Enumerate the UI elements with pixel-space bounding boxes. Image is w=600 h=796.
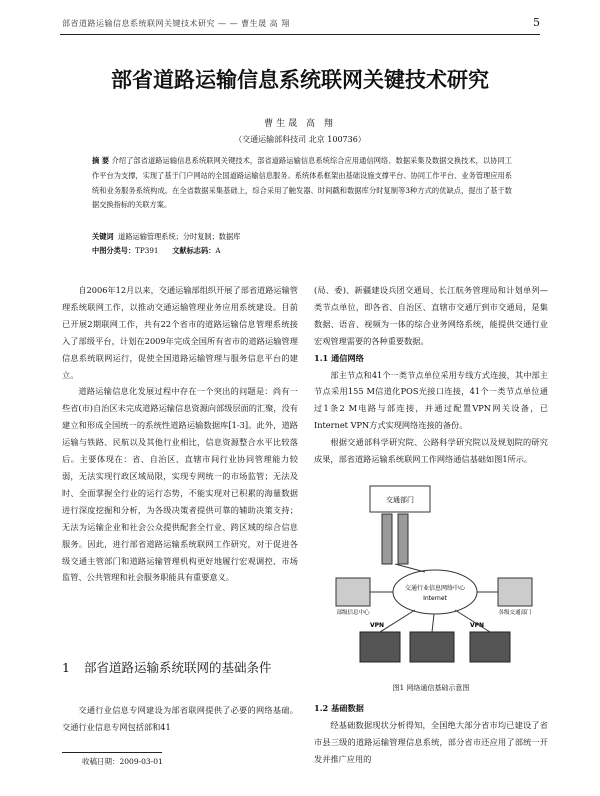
abstract-text: 介绍了部省道路运输信息系统联网关键技术，部省道路运输信息系统综合应用通信网络、数据采集及数据交换技术，以协同工作平台为支撑，实现了基于门户网站的全国道路运输信息服务。系统体系框架由基础设施支撑平台、协同工作平台、业务管理应用系统和业务服务系统构成。在全省数据采集基础上，综合采用了触发器、时间戳和数据库分时复制等3种方式的优缺点，提出了基于数据交换指标的关联方案。	[92, 156, 512, 210]
page-number: 5	[533, 16, 540, 29]
right-column	[314, 282, 548, 468]
diagram-node-left: 部级信息中心	[336, 610, 370, 616]
left-column	[62, 282, 298, 586]
diagram-node-right: 各级交通部门	[498, 610, 532, 616]
paper-title: 部省道路运输信息系统联网关键技术研究	[111, 67, 489, 92]
left-column-tail	[62, 702, 298, 736]
link-line	[380, 610, 415, 632]
keywords: 道路运输管理系统；分时复制；数据库	[118, 232, 241, 241]
vpn-label: VPN	[470, 622, 485, 629]
diagram-node-top: 交通部门	[386, 496, 414, 504]
paragraph: 交通行业信息专网建设为部省联网提供了必要的网络基础。交通行业信息专网包括部和41	[62, 705, 298, 732]
abstract	[92, 154, 512, 213]
network-diagram	[330, 482, 540, 672]
paragraph: 经基础数据现状分析得知，全国绝大部分省市均已建设了省市县三级的道路运输管理信息系统，部分省市还应用了部统一开发并推广应用的	[314, 719, 548, 764]
section-title: 部省道路运输系统联网的基础条件	[84, 660, 272, 675]
footnote-rule	[62, 752, 162, 753]
clc-label: 中图分类号：	[92, 246, 136, 255]
router-icon	[410, 632, 454, 662]
paragraph: 部主节点和41个一类节点单位采用专线方式连接，其中部主节点采用155 M信道化POS光接口连接，41个一类节点单位通过1条2 M电路与部连接，并通过配置VPN网关设备，已Internet VPN方式实现网络连接的备份。	[314, 369, 548, 431]
right-column-tail	[314, 700, 548, 768]
router-icon	[470, 632, 510, 662]
figure-caption: 图1 网络通信基础示意图	[392, 684, 470, 692]
paragraph: 自2006年12月以来，交通运输部组织开展了部省道路运输管理系统联网工作，以推动交通运输管理业务应用系统建设。目前已开展2期联网工作，共有22个省市的道路运输信息管理系统接入了部级平台，计划在2009年完成全国所有省市的道路运输管理信息系统联网运行，促使全国道路运输管理与服务信息平台的建立。	[62, 285, 298, 380]
header-rule	[60, 34, 540, 35]
link-line	[395, 564, 425, 572]
cloud-icon	[393, 570, 477, 614]
keywords-block	[92, 230, 512, 258]
abstract-label: 摘 要	[92, 156, 110, 165]
diagram-node-left-box	[336, 578, 370, 606]
keywords-label: 关键词	[92, 232, 114, 241]
footnote: 收稿日期：2009-03-01	[82, 757, 163, 766]
doc-code-label: 文献标志码：	[172, 246, 216, 255]
section-number: 1	[62, 660, 70, 675]
diagram-internet-label: Internet	[423, 595, 447, 602]
clc-code: TP391	[135, 246, 159, 255]
vpn-label: VPN	[370, 622, 385, 629]
server-icon	[398, 514, 408, 564]
server-icon	[382, 514, 392, 564]
doc-code: A	[215, 246, 221, 255]
paragraph: (局、委)、新疆建设兵团交通局、长江航务管理局和计划单列—类节点单位，即各省、自治区、直辖市交通厅到市交通局，是集数据、语音、视频为一体的综合业务网络系统，能提供交通行业宏观管理需要的各种重要数据。	[314, 285, 548, 346]
subsection-heading: 1.1 通信网络	[314, 352, 364, 363]
link-line	[432, 614, 434, 632]
section-heading-1	[62, 658, 298, 678]
diagram-node-center: 交通行业信息网络中心	[404, 585, 466, 592]
authors: 曹生晟 高 翔	[264, 119, 336, 129]
paragraph: 道路运输信息化发展过程中存在一个突出的问题是：尚有一些省(市)自治区未完成道路运输信息资源向部级层面的汇聚，没有建立和形成全国统一的系统性道路运输数据库[1-3]。此外，道路运输与铁路、民航以及其他行业相比，信息资源整合水平比较落后。主要体现在：省、自治区、直辖市间行业协同管理能力较弱，无法实现行政区域局限，实现专网统一的市场监管；无法及时、全面掌握全行业的运行态势，不能实现对已积累的海量数据进行深度挖掘和分析，为各级决策者提供可靠的辅助决策支持；无法为运输企业和社会公众提供配套全行业、跨区域的综合信息服务。因此，进行部省道路运输系统联网工作研究，对于促进各级交通主管部门和道路运输管理机构更好地履行宏观调控、市场监管、公共管理和社会服务职能具有重要意义。	[62, 386, 298, 583]
paragraph: 根据交通部科学研究院、公路科学研究院以及规划院的研究成果，部省道路运输系统联网工作网络通信基础如图1所示。	[314, 437, 548, 465]
router-icon	[360, 632, 400, 662]
running-header: 部省道路运输信息系统联网关键技术研究 — — 曹生晟 高 翔	[62, 19, 290, 28]
diagram-node-right-box	[498, 578, 532, 606]
affiliation: （交通运输部科技司 北京 100736）	[234, 135, 366, 144]
subsection-heading: 1.2 基础数据	[314, 703, 364, 713]
